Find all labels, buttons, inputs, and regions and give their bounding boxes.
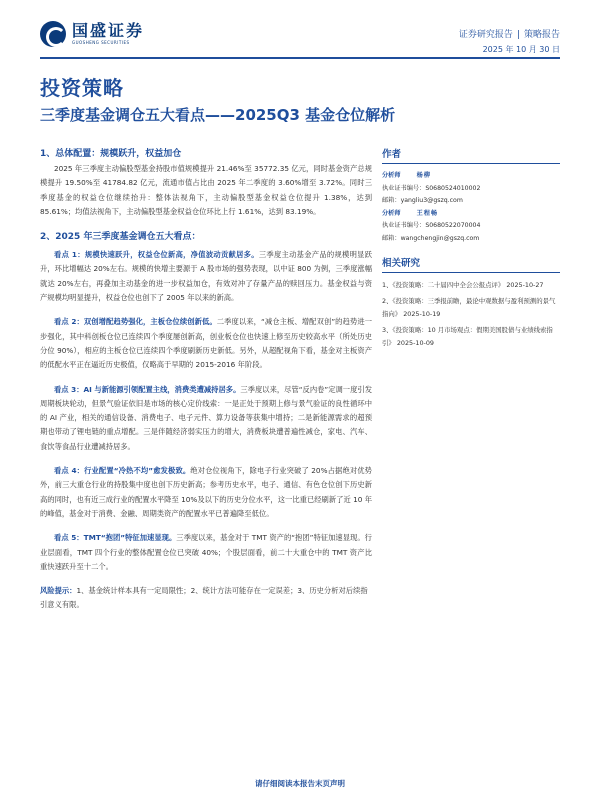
cert-label: 执业证书编号： [382, 184, 426, 192]
authors-heading: 作者 [382, 146, 560, 164]
report-subtitle: 三季度基金调仓五大看点——2025Q3 基金仓位解析 [40, 106, 396, 124]
company-logo [40, 20, 170, 48]
cert-number: S0680524010002 [425, 184, 481, 192]
risk-label: 风险提示： [40, 586, 77, 596]
analyst-role: 分析师 [382, 209, 401, 217]
analyst-name: 王程畅 [416, 209, 439, 217]
logo-name: 国盛证券 [72, 21, 145, 40]
category-separator: | [516, 30, 520, 40]
analyst-role: 分析师 [382, 172, 401, 179]
related-research-item[interactable]: 2、《投资策略：三季报前瞻，最论中观数据与盈利预测的景气指向》 2025-10-19 [382, 297, 556, 318]
section-heading-1: 1、总体配置：规模跃升，权益加仓 [40, 149, 182, 159]
point-3-text: 三季度以来，尽管“反内卷”定调一度引发周期板块轮动，但景气验证依旧是市场的核心定价线索：一是正处于预期上修与景气验证的良性循环中的 AI 产业，相关的通信设备、消费电子、电子元件、算力设备等获集中增持；二是新能源需求的超预期也带动了锂电链的重点增配。三是伴随经济弱实压力的增大，消费板块遭普遍性减仓，家电、汽车、食饮等食品行业遭减持居多。 [40, 384, 372, 451]
logo-mark-icon [40, 21, 66, 47]
analyst-block-2 [382, 208, 560, 246]
risk-text: 1、基金统计样本具有一定局限性；2、统计方法可能存在一定误差；3、历史分析对后续指引意义有限。 [40, 586, 368, 610]
analyst-email[interactable]: yangliu3@gszq.com [400, 197, 463, 204]
category-secondary: 策略报告 [523, 30, 560, 40]
point-1-paragraph [40, 248, 372, 305]
point-2-paragraph [40, 315, 372, 372]
point-3-lead: 看点 3：AI 与新能源引领配置主线，消费类遭减持居多。 [54, 384, 241, 394]
point-5-paragraph [40, 531, 372, 574]
header-divider [40, 57, 560, 59]
point-2-text: 二季度以来，“减仓主板、增配双创”的趋势进一步强化，其中科创板仓位已连续四个季度屡创新高，创业板仓位也快速上修至历史较高水平（所处历史分位 90%），相应的主板仓位已连续四个季度刷新历史新低。另外，从超配视角下看，基金对主板资产的低配水平正在逼近历史极值，仅略高于早期的 2015-2016 年阶段。 [40, 317, 372, 370]
point-3-paragraph [40, 383, 372, 454]
related-research-item[interactable]: 1、《投资策略：二十届四中全会公报点评》 2025-10-27 [382, 281, 544, 289]
point-1-lead: 看点 1：规模快速跃升，权益仓位新高，净值波动贡献居多。 [54, 250, 259, 260]
cert-number: S0680522070004 [425, 222, 481, 229]
section-heading-2: 2、2025 年三季度基金调仓五大看点： [40, 232, 201, 243]
point-5-lead: 看点 5：TMT“抱团”特征加速显现。 [54, 533, 177, 543]
point-4-lead: 看点 4：行业配置“冷热不均”愈发极致。 [54, 466, 191, 476]
sidebar [382, 146, 560, 353]
logo-english-name: GUOSHENG SECURITIES [72, 40, 130, 45]
related-research-heading: 相关研究 [382, 255, 560, 273]
point-5-text: 三季度以来，基金对于 TMT 资产的“抱团”特征加速显现。行业层面看，TMT 四个行业的整体配置仓位已突破 40%；个股层面看，前二十大重仓中的 TMT 资产比重快速跃升至十二个。 [40, 533, 372, 571]
related-research-item[interactable]: 3、《投资策略：10 月市场观点：假期美国股债与业绩线索指引》 2025-10-09 [382, 326, 553, 347]
point-1-text: 三季度主动基金产品的规模明显跃升，环比增幅达 20%左右。规模的快增主要源于 A 股市场的强势表现，以中证 800 为例，三季度涨幅就达 20%左右，再叠加主动基金的进一步权益加仓，有效对冲了存量产品的赎回压力。基金权益与资产规模均明显提升，权益仓位也创下了 2005 年以来的新高。 [40, 250, 372, 303]
section-1-paragraph: 2025 年三季度主动偏股型基金持股市值规模提升 21.46%至 35772.35 亿元，同时基金资产总规模提升 19.50%至 41784.82 亿元，流通市值占比由 2025 年二季度的 3.60%增至 3.72%。同时三季度基金的权益仓位继续抬升：整体法视角下，主动偏股型基金权益仓位提升 1.38%，达到 85.61%；均值法视角下，主动偏股型基金权益仓位环比上行 1.61%，达到 83.19%。 [40, 164, 372, 216]
footer-disclaimer: 请仔细阅读本报告末页声明 [255, 779, 345, 788]
point-4-text: 绝对仓位视角下，除电子行业突破了 20%占据绝对优势外，前三大重仓行业的持股集中度也创下历史新高；参考历史水平，电子、通信、有色仓位创下历史新高的同时，也有近三成行业的配置水平降至 10%及以下的历史分位水平，这一比重已经刷新了近 10 年的峰值，基金对于消费、金融、周期类资产的配置水平已普遍降至低位。 [40, 466, 372, 518]
main-content [40, 146, 372, 613]
report-category [459, 27, 560, 40]
analyst-block-1 [382, 170, 560, 208]
category-primary: 证券研究报告 [458, 30, 513, 40]
report-title: 投资策略 [40, 76, 124, 100]
analyst-email[interactable]: wangchengjin@gszq.com [400, 234, 480, 242]
email-label: 邮箱： [382, 234, 401, 242]
cert-label: 执业证书编号： [382, 222, 426, 229]
report-date: 2025 年 10 月 30 日 [482, 45, 560, 54]
point-4-paragraph [40, 464, 372, 521]
point-2-lead: 看点 2：双创增配趋势强化，主板仓位续创新低。 [54, 317, 217, 327]
email-label: 邮箱： [382, 197, 401, 204]
related-research-list [382, 279, 560, 349]
risk-warning [40, 584, 372, 613]
analyst-name: 杨柳 [416, 172, 431, 179]
